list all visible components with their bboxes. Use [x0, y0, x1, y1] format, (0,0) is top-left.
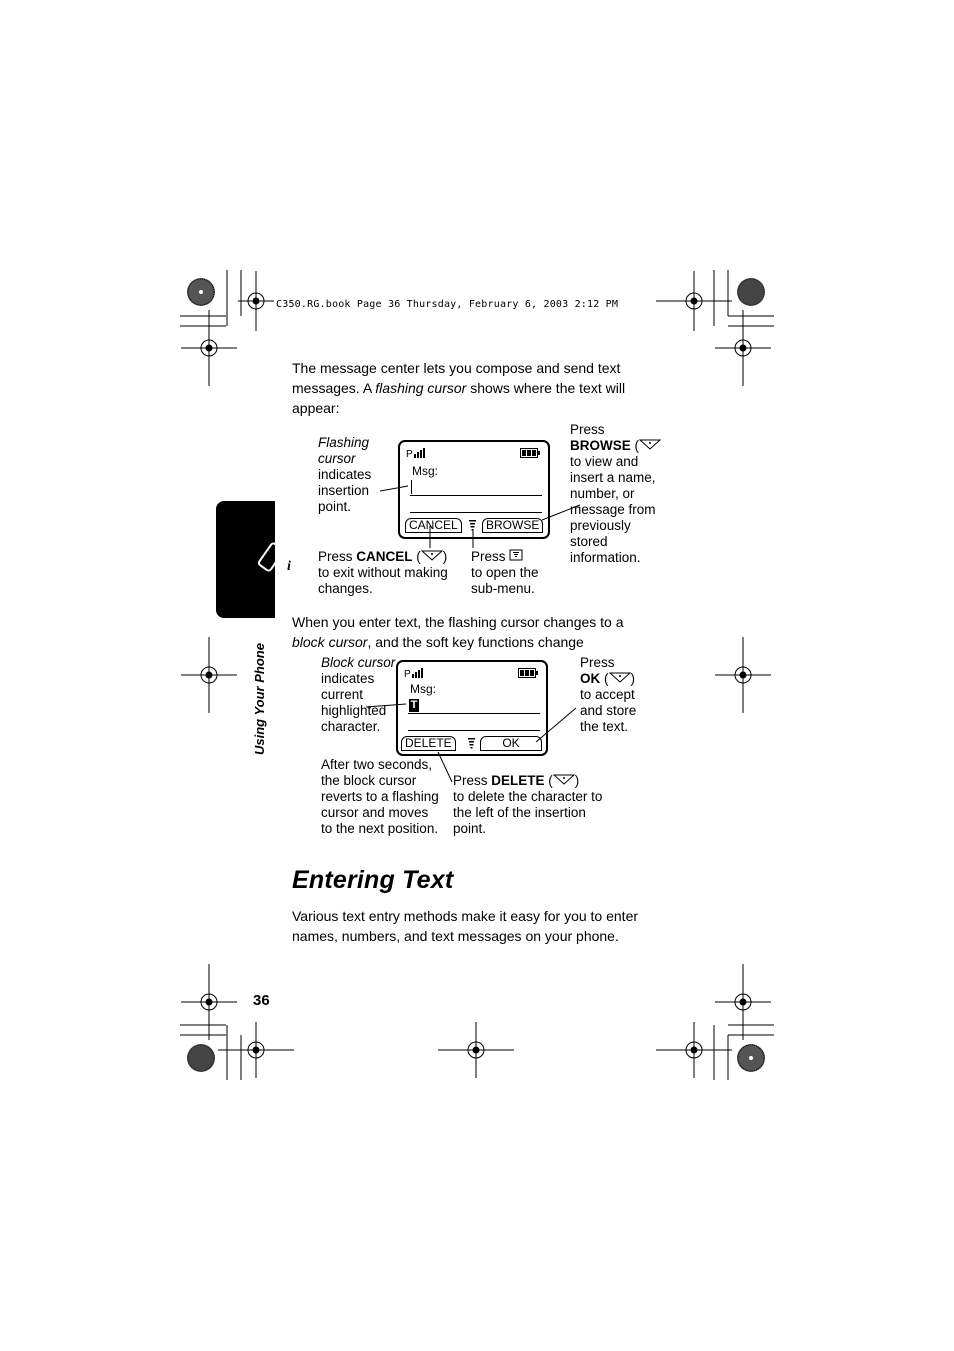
intro-text-1: The message center lets you compose and send text messages. A — [292, 360, 621, 396]
menu-press: Press — [471, 549, 506, 564]
browse-callout: Press BROWSE ( to view and insert a name, number, or message from previously stored information. — [570, 422, 670, 566]
browse-key: BROWSE — [570, 438, 631, 453]
browse-softkey[interactable]: BROWSE — [482, 518, 543, 533]
svg-text:P: P — [404, 669, 411, 679]
delete-softkey[interactable]: DELETE — [401, 736, 456, 751]
block-cursor: T — [410, 699, 418, 711]
browse-desc: to view and insert a name, number, or message from previously stored information. — [570, 454, 656, 565]
ok-press: Press — [580, 655, 615, 670]
middle-text-2: , and the soft key functions change — [367, 634, 584, 650]
svg-text:i: i — [287, 559, 291, 574]
ok-softkey[interactable]: OK — [480, 736, 542, 751]
cancel-softkey[interactable]: CANCEL — [405, 518, 462, 533]
cancel-press: Press — [318, 549, 353, 564]
section-title: Entering Text — [292, 866, 454, 894]
ok-callout: Press OK ( ) to accept and store the text. — [580, 655, 637, 734]
cancel-desc: to exit without making changes. — [318, 565, 448, 596]
browse-press: Press — [570, 422, 605, 437]
side-label: Using Your Phone — [252, 643, 267, 755]
middle-italic: block cursor — [292, 634, 368, 650]
delete-press: Press — [453, 773, 488, 788]
ok-key: OK — [580, 671, 601, 686]
delete-callout: Press DELETE ( ) to delete the character to the left of the insertion point. — [453, 773, 603, 836]
svg-text:P: P — [406, 449, 413, 459]
flashing-cursor-term: Flashing cursor — [318, 435, 370, 466]
block-cursor-term: Block cursor — [321, 655, 396, 670]
delete-key: DELETE — [491, 773, 545, 788]
ok-desc: to accept and store the text. — [580, 687, 637, 734]
intro-text-2: shows where the text will appear: — [292, 380, 626, 416]
middle-text-1: When you enter text, the flashing cursor changes to a — [292, 614, 624, 630]
cancel-key: CANCEL — [356, 549, 413, 564]
msg-label: Msg: — [412, 464, 439, 478]
delete-desc: to delete the character to the left of the insertion point. — [453, 789, 603, 836]
cancel-callout: Press CANCEL ( ) to exit without making changes. — [318, 549, 448, 596]
flashing-cursor-desc: indicates insertion point. — [318, 467, 372, 514]
print-header: C350.RG.book Page 36 Thursday, February 6, 2003 2:12 PM — [276, 299, 619, 310]
after-two-seconds-callout: After two seconds, the block cursor reverts to a flashing cursor and moves to the next position. — [321, 757, 439, 836]
menu-desc: to open the sub-menu. — [471, 565, 539, 596]
intro-italic: flashing cursor — [375, 380, 467, 396]
section-body: Various text entry methods make it easy for you to enter names, numbers, and text messages on your phone. — [292, 908, 639, 944]
page-number: 36 — [253, 992, 270, 1009]
block-cursor-desc: indicates current highlighted character. — [321, 671, 387, 734]
msg-label: Msg: — [410, 682, 437, 696]
